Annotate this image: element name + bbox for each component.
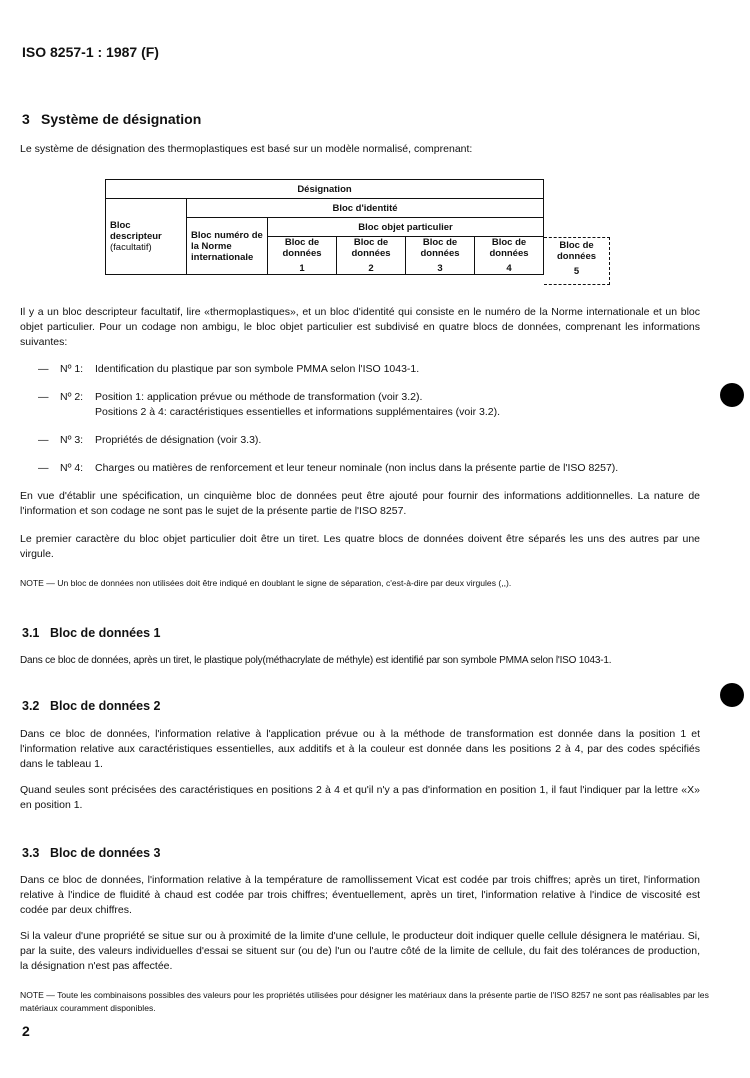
section-title: Bloc de données 1: [50, 626, 161, 640]
list-item: — Nº 1: Identification du plastique par son symbole PMMA selon l'ISO 1043-1.: [38, 363, 420, 375]
section-3-intro: Le système de désignation des thermoplastiques est basé sur un modèle normalisé, comprenant:: [20, 143, 473, 155]
section-title: Système de désignation: [41, 111, 202, 127]
section-3-heading: [22, 111, 201, 127]
list-item-label: Nº 2:: [60, 391, 84, 403]
list-item-continuation: Positions 2 à 4: caractéristiques essentielles et informations supplémentaires (voir 3.2).: [95, 406, 501, 418]
list-item: — Nº 4: Charges ou matières de renforcement et leur teneur nominale (non inclus dans la présente partie de l'ISO 8257).: [38, 462, 619, 474]
data-block-number: 3: [437, 263, 443, 274]
data-block-number: 1: [299, 263, 305, 274]
standard-number-block: Bloc numéro de la Norme internationale: [187, 218, 268, 275]
section-3-2-text-1: Dans ce bloc de données, l'information relative à l'application prévue ou à la méthode de transformation est donnée dans la position 1 et l'information relative aux caractéristiques essentielles, aux additifs et à la couleur est donnée dans les positions 2 à 4, par des codes spécifiés dans le tableau 1.: [20, 728, 700, 770]
specific-object-block-header: Bloc objet particulier: [268, 218, 544, 237]
list-item-label: Nº 3:: [60, 434, 84, 446]
section-title: Bloc de données 2: [50, 699, 161, 713]
section-3-2-heading: [22, 699, 160, 713]
identity-block-header: Bloc d'identité: [187, 199, 544, 218]
punch-hole-mark: [720, 683, 744, 707]
section-3-1-text: Dans ce bloc de données, après un tiret, le plastique poly(méthacrylate de méthyle) est identifié par son symbole PMMA selon l'ISO 1043-1.: [20, 655, 612, 666]
data-block-number: 2: [368, 263, 374, 274]
optional-label: (facultatif): [110, 242, 152, 253]
list-item-label: Nº 1:: [60, 363, 84, 375]
list-item-text: Identification du plastique par son symbole PMMA selon l'ISO 1043-1.: [95, 363, 420, 375]
note-unused-block: NOTE — Un bloc de données non utilisées doit être indiqué en doublant le signe de séparation, c'est-à-dire par deux virgules (,,).: [20, 578, 512, 588]
section-3-3-text-2: Si la valeur d'une propriété se situe sur ou à proximité de la limite d'une cellule, le producteur doit indiquer quelle cellule désignera le matériau. Si, par la suite, des valeurs individuelles d'essai se situent sur (ou de) l'un ou l'autre côté de la limite de cellule, du fait des tolérances de production, la désignation n'est pas affectée.: [20, 930, 700, 972]
section-3-3-heading: [22, 846, 160, 860]
document-header: ISO 8257-1 : 1987 (F): [22, 44, 159, 60]
paragraph-dash-separator: Le premier caractère du bloc objet particulier doit être un tiret. Les quatre blocs de données doivent être séparés les uns des autres par une virgule.: [20, 533, 700, 560]
descriptor-block-cell: [106, 199, 187, 275]
data-block-number: 5: [573, 266, 580, 277]
data-block-5-optional: Bloc de données 5: [544, 237, 610, 285]
list-item: — Nº 2: Position 1: application prévue ou méthode de transformation (voir 3.2).: [38, 391, 423, 403]
section-number: 3.3: [22, 846, 40, 860]
section-3-3-text-1: Dans ce bloc de données, l'information relative à la température de ramollissement Vicat est codée par trois chiffres; après un tiret, l'information relative à l'indice de fluidité à chaud est codée par trois chiffres; éventuellement, après un tiret, l'information relative à l'indice de viscosité est codée par deux chiffres.: [20, 874, 700, 916]
paragraph-blocks: Il y a un bloc descripteur facultatif, lire «thermoplastiques», et un bloc d'identité qui consiste en le numéro de la Norme internationale et un bloc objet particulier. Pour un codage non ambigu, le bloc objet particulier est subdivisé en quatre blocs de données, comprenant les informations suivantes:: [20, 306, 700, 348]
data-block-4: Bloc de données 4: [475, 237, 544, 275]
paragraph-specification: En vue d'établir une spécification, un cinquième bloc de données peut être ajouté pour fournir des informations additionnelles. La nature de l'information et son codage ne sont pas le sujet de la présente partie de l'ISO 8257.: [20, 490, 700, 517]
section-number: 3.1: [22, 626, 40, 640]
data-block-number: 4: [506, 263, 512, 274]
punch-hole-mark: [720, 383, 744, 407]
list-item: — Nº 3: Propriétés de désignation (voir 3.3).: [38, 434, 262, 446]
section-3-1-heading: [22, 626, 160, 640]
section-title: Bloc de données 3: [50, 846, 161, 860]
data-block-2: Bloc de données 2: [337, 237, 406, 275]
section-3-3-note: NOTE — Toute les combinaisons possibles des valeurs pour les propriétés utilisées pour désigner les matériaux dans la présente partie de l'ISO 8257 ne sont pas réalisables par les matériaux couramment disponibles.: [20, 990, 709, 1013]
list-item-text: Position 1: application prévue ou méthode de transformation (voir 3.2).: [95, 391, 423, 403]
section-3-2-text-2: Quand seules sont précisées des caractéristiques en positions 2 à 4 et qu'il n'y a pas d'information en position 1, il faut l'indiquer par la lettre «X» en position 1.: [20, 784, 700, 811]
designation-header: Désignation: [106, 180, 544, 199]
section-number: 3.2: [22, 699, 40, 713]
data-block-3: Bloc de données 3: [406, 237, 475, 275]
list-item-text: Propriétés de désignation (voir 3.3).: [95, 434, 262, 446]
section-number: 3: [22, 111, 30, 127]
designation-table: [105, 179, 544, 275]
list-item-text: Charges ou matières de renforcement et leur teneur nominale (non inclus dans la présente partie de l'ISO 8257).: [95, 462, 619, 474]
descriptor-block-label: Bloc descripteur: [110, 220, 162, 242]
page-number: 2: [22, 1023, 30, 1039]
list-item-label: Nº 4:: [60, 462, 84, 474]
data-block-1: Bloc de données 1: [268, 237, 337, 275]
